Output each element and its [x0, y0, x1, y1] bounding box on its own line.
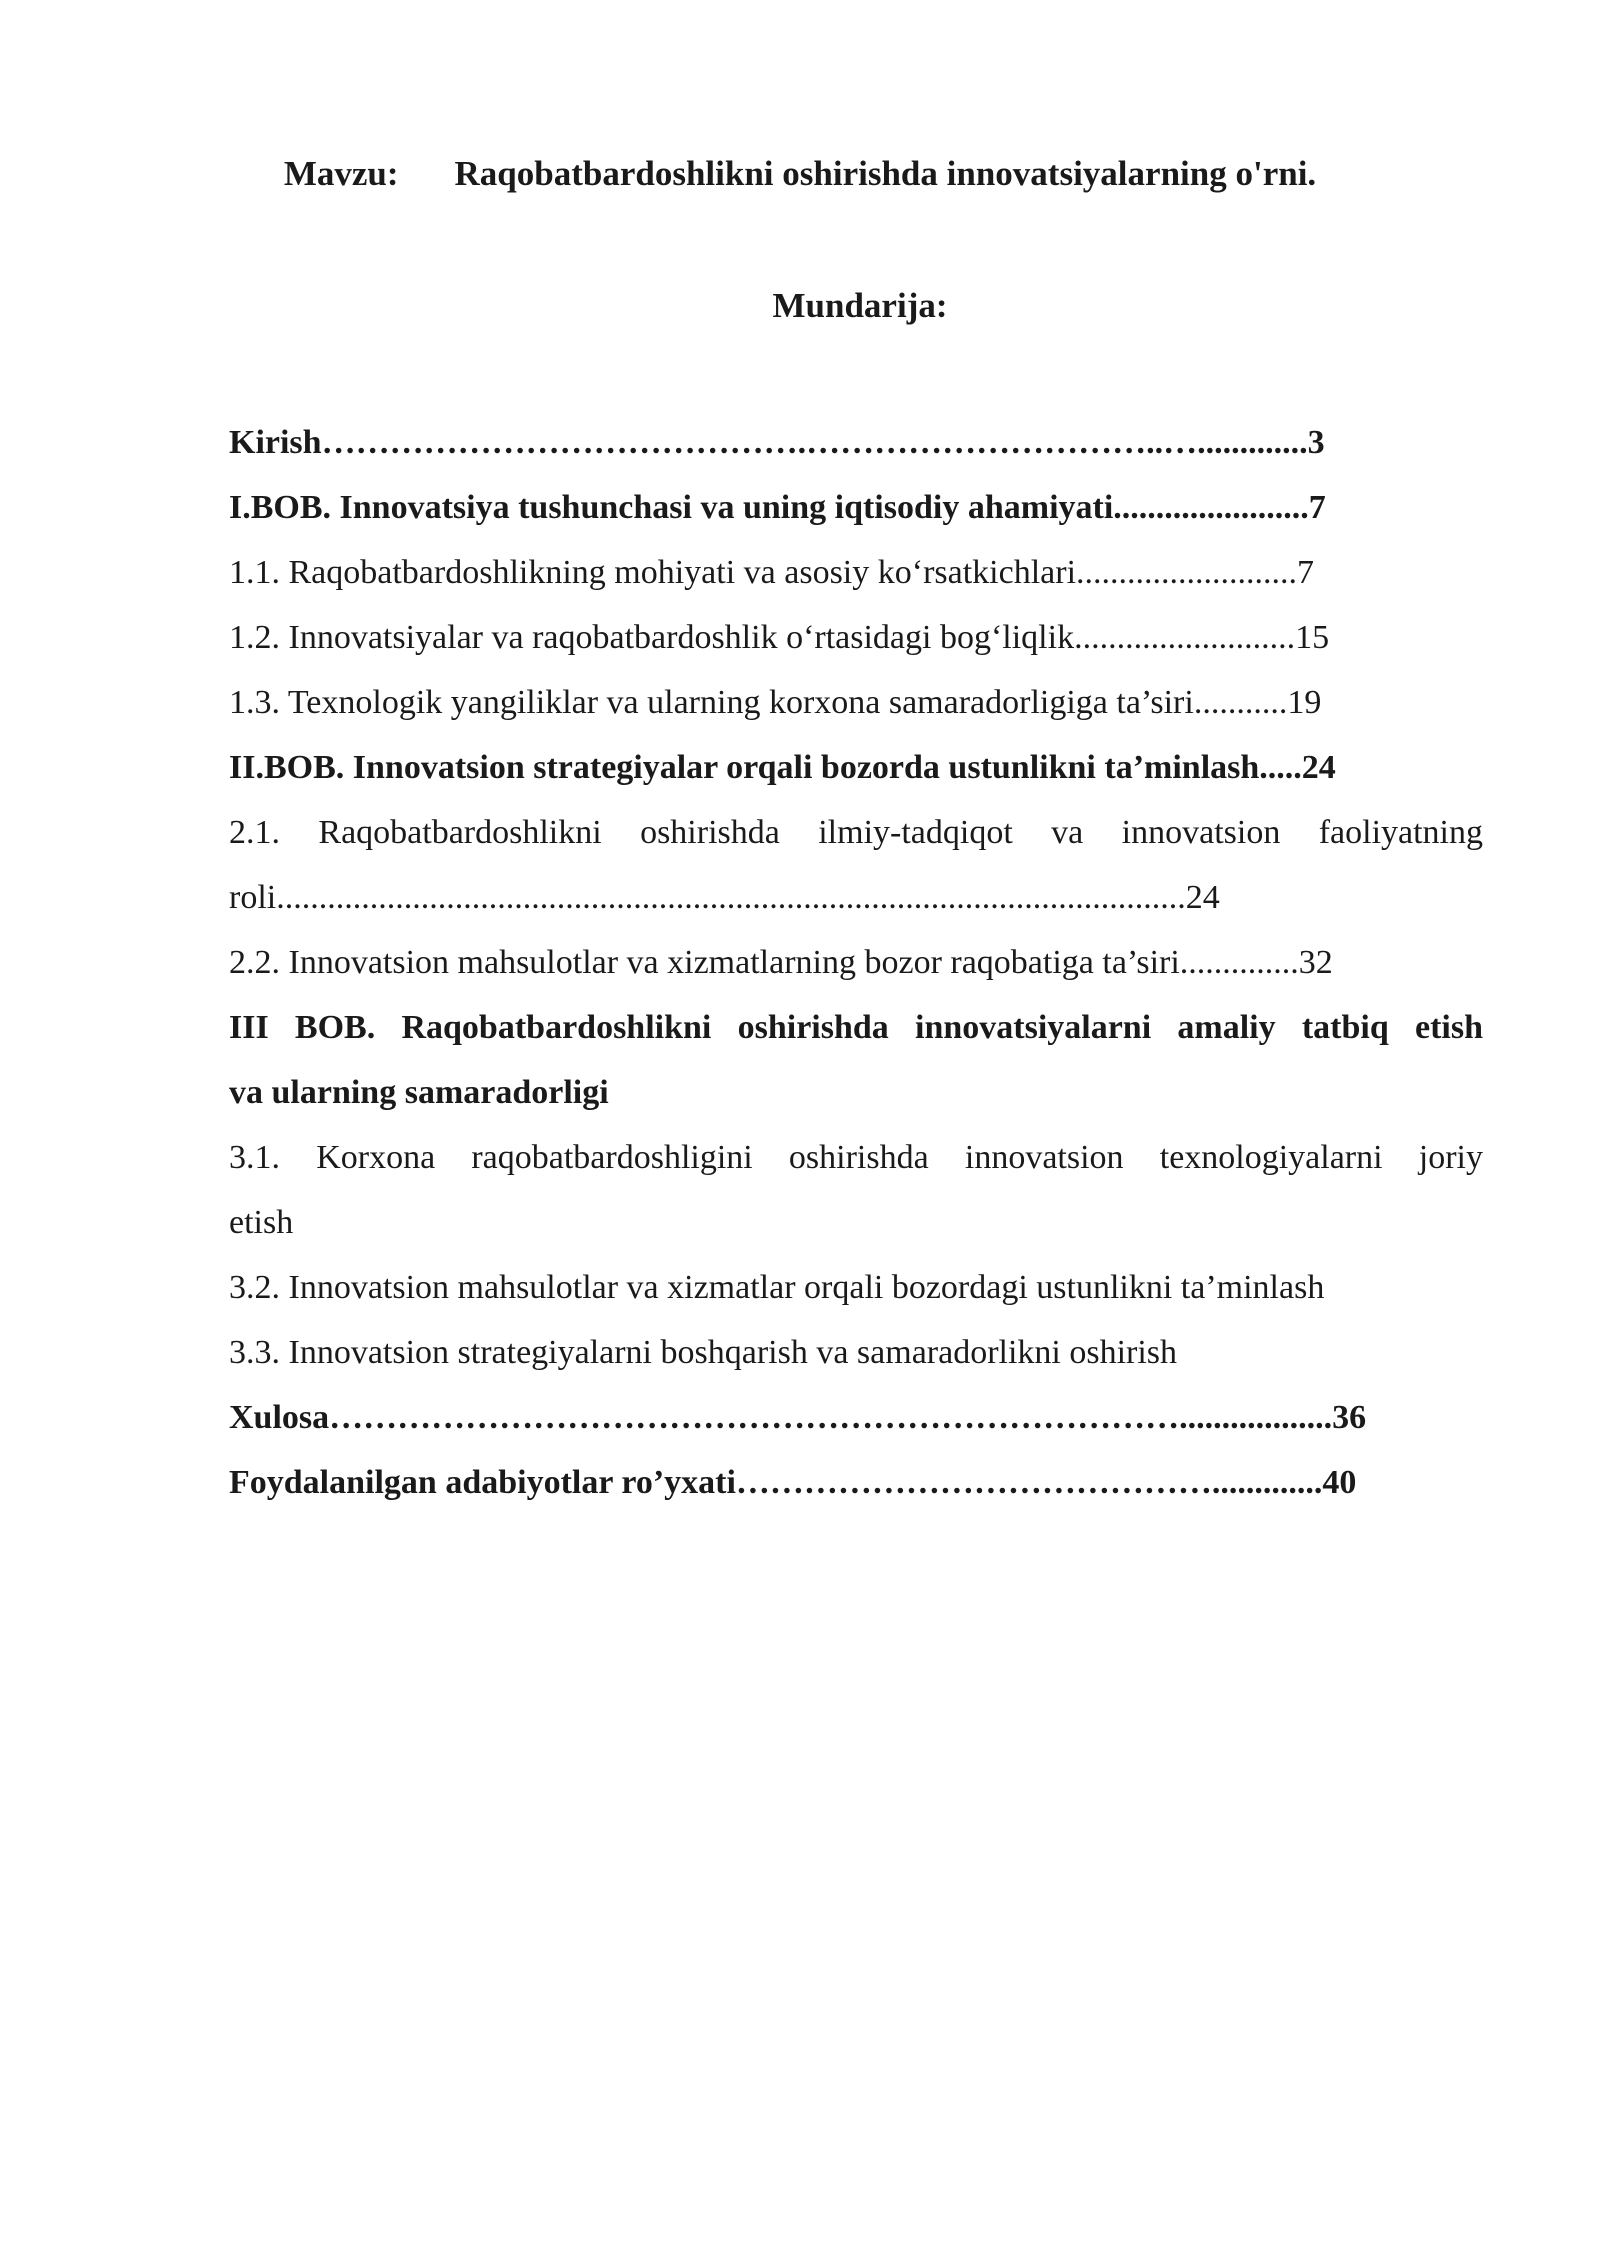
toc-line: roli...........................................................................................................24	[229, 879, 1220, 916]
toc-line: va ularning samaradorligi	[229, 1074, 609, 1111]
toc-line: Xulosa…………………………………………………………………..................36	[229, 1399, 1367, 1436]
contents-heading: Mundarija:	[772, 286, 948, 325]
table-of-contents	[229, 410, 1483, 1515]
toc-line: III BOB. Raqobatbardoshlikni oshirishda innovatsiyalarni amaliy tatbiq etish	[229, 1009, 1483, 1046]
toc-line: 3.1. Korxona raqobatbardoshligini oshirishda innovatsion texnologiyalarni joriy	[229, 1139, 1483, 1176]
toc-line: Kirish…………………………………….…………………………..….............3	[229, 424, 1325, 461]
toc-line: 1.2. Innovatsiyalar va raqobatbardoshlik oʻrtasidagi bogʻliqlik..........................15	[229, 619, 1330, 656]
toc-line: etish	[229, 1204, 294, 1241]
toc-line: II.BOB. Innovatsion strategiyalar orqali bozorda ustunlikni ta’minlash.....24	[229, 749, 1336, 786]
toc-line: 3.2. Innovatsion mahsulotlar va xizmatlar orqali bozordagi ustunlikni ta’minlash	[229, 1269, 1325, 1306]
toc-line: I.BOB. Innovatsiya tushunchasi va uning iqtisodiy ahamiyati.......................7	[229, 489, 1326, 526]
toc-line: Foydalanilgan adabiyotlar ro’yxati…………………………………….............40	[229, 1464, 1357, 1501]
toc-line: 3.3. Innovatsion strategiyalarni boshqarish va samaradorlikni oshirish	[229, 1334, 1178, 1371]
toc-line: 2.2. Innovatsion mahsulotlar va xizmatlarning bozor raqobatiga ta’siri..............32	[229, 944, 1333, 981]
toc-line: 2.1. Raqobatbardoshlikni oshirishda ilmiy-tadqiqot va innovatsion faoliyatning	[229, 814, 1483, 851]
topic-text: Raqobatbardoshlikni oshirishda innovatsiyalarning o'rni.	[454, 154, 1317, 193]
topic-title	[0, 150, 1600, 198]
toc-line: 1.3. Texnologik yangiliklar va ularning korxona samaradorligiga ta’siri...........19	[229, 684, 1322, 721]
toc-line: 1.1. Raqobatbardoshlikning mohiyati va asosiy koʻrsatkichlari..........................7	[229, 554, 1315, 591]
topic-label: Mavzu:	[283, 154, 399, 193]
